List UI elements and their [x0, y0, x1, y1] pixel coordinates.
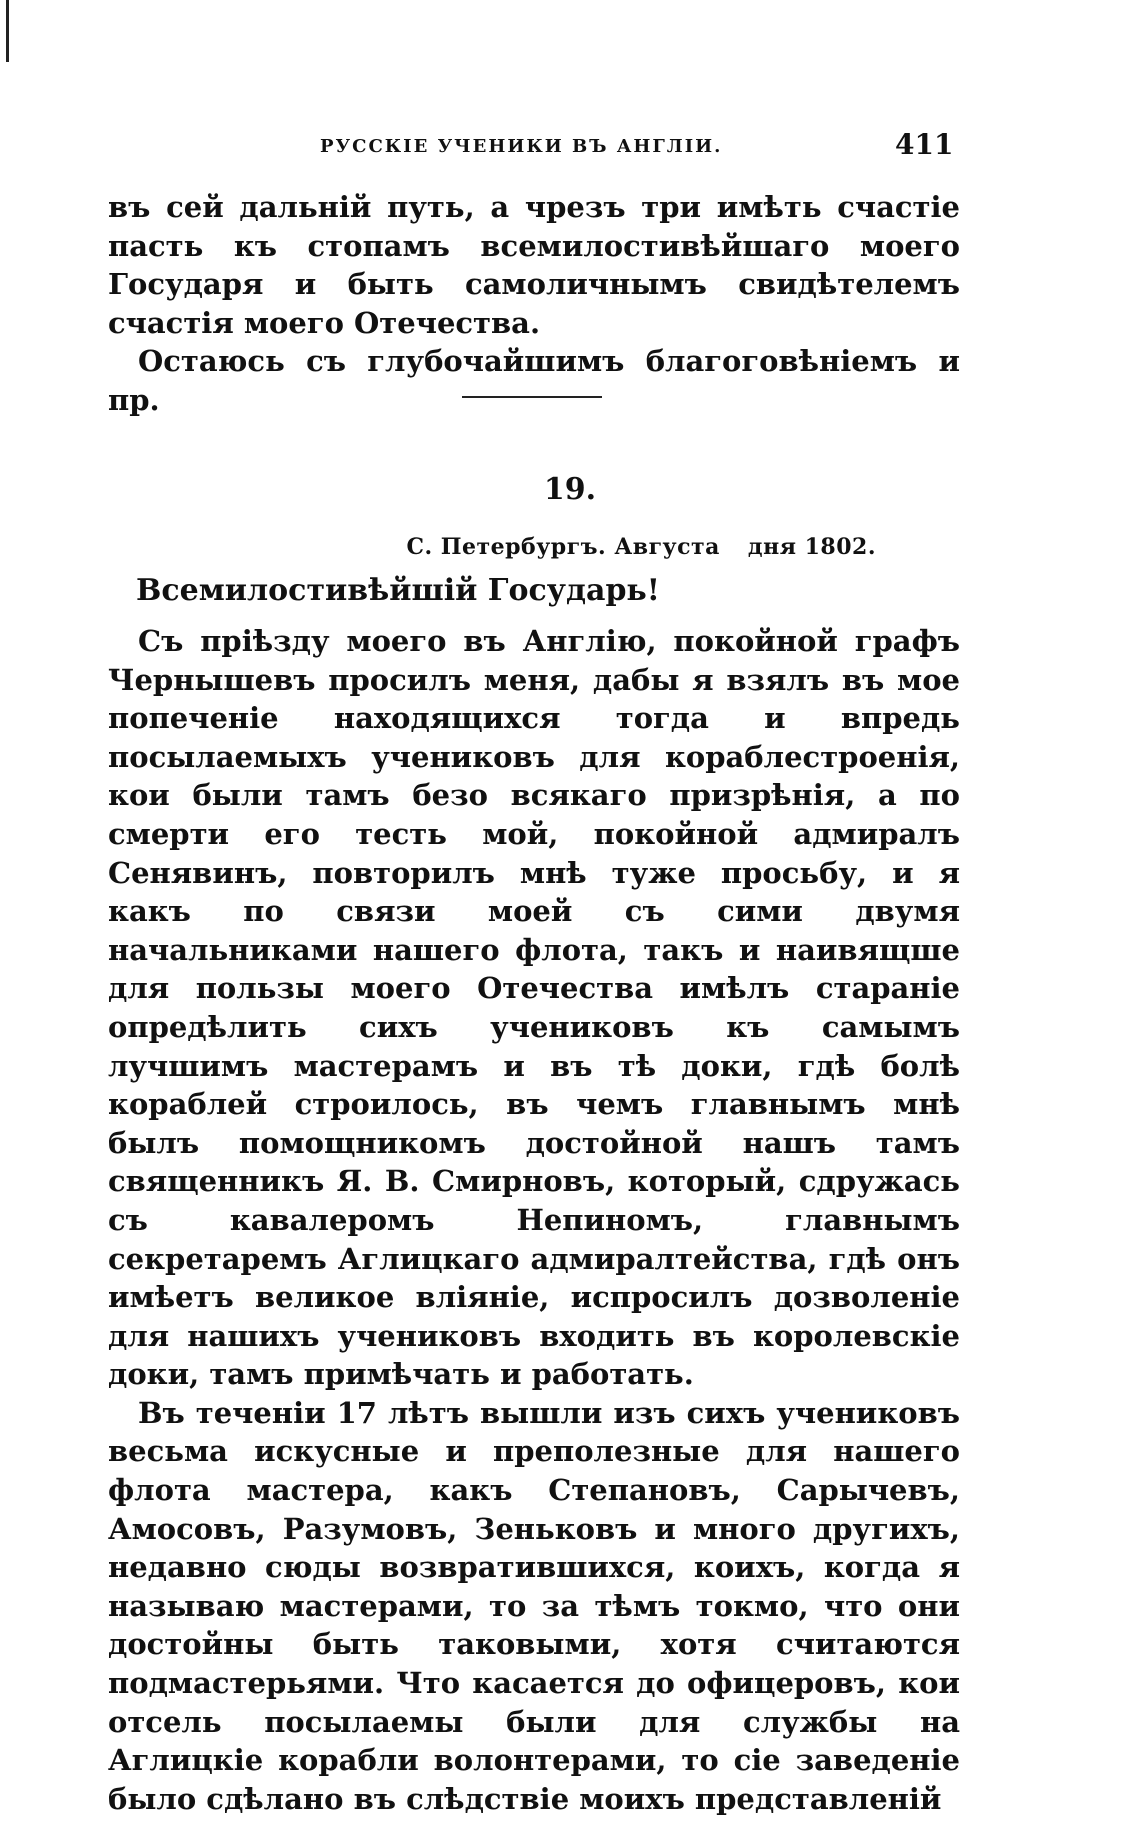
letter-paragraph: Въ теченіи 17 лѣтъ вышли изъ сихъ учениковъ весьма искусные и преполезные для нашего флота мастера, какъ Степановъ, Сарычевъ, Амосовъ, Разумовъ, Зеньковъ и много другихъ, недавно сюды возвратившихся, коихъ, когда я называю мастерами, то за тѣмъ токмо, что они достойны быть таковыми, хотя считаются подмастерьями. Что касается до офицеровъ, кои отсель посылаемы были для службы на Аглицкіе корабли волонтерами, то сіе заведеніе было сдѣлано въ слѣдствіе моихъ представленій	[108, 1395, 960, 1816]
dateline-place: С. Петербургъ. Августа	[406, 534, 720, 560]
previous-letter-text	[108, 188, 960, 420]
dateline-day: дня 1802.	[747, 534, 876, 560]
previous-letter-closing: Остаюсь съ глубочайшимъ благоговѣніемъ и пр.	[108, 344, 960, 417]
running-head: РУССКІЕ УЧЕНИКИ ВЪ АНГЛІИ.	[320, 136, 723, 157]
letter-body	[108, 622, 960, 1818]
letter-salutation: Всемилостивѣйшій Государь!	[136, 573, 660, 608]
letter-dateline	[406, 534, 876, 560]
previous-letter-continuation: въ сей дальній путь, а чрезъ три имѣть счастіе пасть къ стопамъ всемилостивѣйшаго моего Государя и быть самоличнымъ свидѣтелемъ счастія моего Отечества.	[108, 190, 960, 340]
letter-paragraph: Съ пріѣзду моего въ Англію, покойной графъ Чернышевъ просилъ меня, дабы я взялъ въ мое попеченіе находящихся тогда и впредь посылаемыхъ учениковъ для кораблестроенія, кои были тамъ безо всякаго призрѣнія, а по смерти его тесть мой, покойной адмиралъ Сенявинъ, повторилъ мнѣ туже просьбу, и я какъ по связи моей съ сими двумя начальниками нашего флота, такъ и наивящше для пользы моего Отечества имѣлъ стараніе опредѣлить сихъ учениковъ къ самымъ лучшимъ мастерамъ и въ тѣ доки, гдѣ болѣ кораблей строилось, въ чемъ главнымъ мнѣ былъ помощникомъ достойной нашъ тамъ священникъ Я. В. Смирновъ, который, сдружась съ кавалеромъ Непиномъ, главнымъ секретаремъ Аглицкаго адмиралтейства, гдѣ онъ имѣетъ великое вліяніе, испросилъ дозволеніе для нашихъ учениковъ входить въ королевскіе доки, тамъ примѣчать и работать.	[108, 624, 960, 1392]
section-divider	[462, 396, 602, 398]
page-edge-rule	[6, 0, 9, 62]
letter-number: 19.	[543, 472, 597, 507]
page-number: 411	[895, 128, 954, 161]
